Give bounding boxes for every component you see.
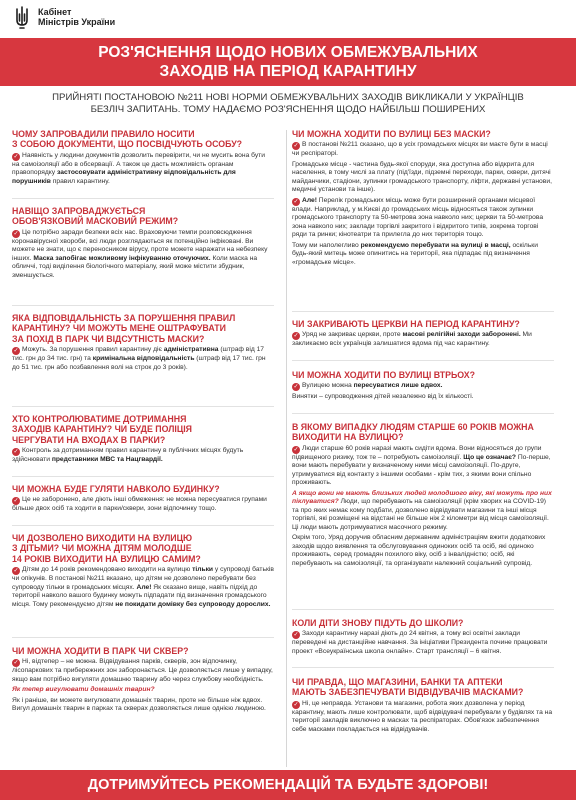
- faq-liability: [12, 313, 274, 374]
- answer-segment: (штраф від 17 тис. грн до 51 тис. грн або позбавлення волі на строк до 3 років).: [12, 355, 266, 371]
- answer-text: [292, 382, 554, 391]
- answer-text: [12, 658, 274, 684]
- section-rule: [12, 305, 274, 306]
- check-circle-icon: ✓: [293, 701, 299, 708]
- check-circle-icon: ✓: [293, 198, 299, 205]
- answer-text: [292, 490, 554, 533]
- question-line: ЗАХОДІВ КАРАНТИНУ? ЧИ БУДЕ ПОЛІЦІЯ: [12, 424, 193, 435]
- answer-emphasis: не покидати домівку без супроводу дорослих.: [115, 600, 271, 608]
- section-rule: [292, 311, 554, 312]
- answer-text: [12, 346, 274, 372]
- question-heading: [292, 319, 554, 329]
- section-rule: [12, 198, 274, 199]
- answer-text: [292, 445, 554, 488]
- faq-park: [12, 646, 274, 716]
- answer-segment: Вулицею можна: [302, 382, 352, 390]
- question-heading: [12, 313, 274, 344]
- question-heading: [292, 422, 554, 443]
- answer-segment: Заходи карантину наразі діють до 24 квітня, а тому всі освітні заклади переведені на дистанційне навчання. За ініціативи Президента почине працювати проект «Всеукраїнська школа онлайн». Старт трансляції – 6 квітня.: [292, 630, 548, 655]
- answer-text: [292, 141, 554, 159]
- org-name-line1: Кабінет: [38, 7, 72, 17]
- answer-segment: оскільки будь-який митець може опинитись на території, яка підпадає під визначення «громадське місце».: [292, 241, 538, 266]
- question-line: МАЮТЬ ЗАБЕЗПЕЧУВАТИ ВІДВІДУВАЧІВ МАСКАМИ?: [292, 687, 524, 698]
- section-rule: [12, 476, 274, 477]
- answer-segment: По-перше, вони мають перебувати у визначеному ними місці самоізоляції. По-друге, утримуватися від контакту з іншими особами - крім тих, з якими вони спільно проживають.: [292, 453, 551, 487]
- question-line: ЧОМУ ЗАПРОВАДИЛИ ПРАВИЛО НОСИТИ: [12, 129, 195, 139]
- answer-segment: Як сказано вище, навіть підхід до території навколо вашого будинку можуть підпадати під визначення громадського місця. Тому рекомендуємо дітям: [12, 583, 267, 608]
- question-line: ВИХОДИТИ НА ВУЛИЦЮ?: [292, 432, 404, 443]
- faq-walk-around-house: [12, 484, 274, 516]
- check-circle-icon: ✓: [293, 333, 299, 340]
- faq-over-60: [292, 422, 554, 570]
- check-circle-icon: ✓: [293, 384, 299, 391]
- question-line: ЧЕРГУВАТИ НА ВХОДАХ В ПАРКИ?: [12, 434, 166, 445]
- answer-emphasis: пересуватися лише вдвох.: [353, 382, 443, 390]
- answer-text: Громадське місце - частина будь-якої споруди, яка доступна або відкрита для населення, в тому числі за плату (під'їзди, підземні переходи, парки, сквери, дитячі майданчики, стадіони, зупинки громадського транспорту, ліфти, державні установи, медичні установи та інше).: [292, 160, 552, 194]
- answer-emphasis: рекомендуємо перебувати на вулиці в масці,: [360, 241, 511, 249]
- page-title-line1: РОЗ'ЯСНЕННЯ ЩОДО НОВИХ ОБМЕЖУВАЛЬНИХ: [98, 44, 478, 61]
- question-heading: [12, 206, 274, 227]
- answer-text: [292, 630, 554, 656]
- check-circle-icon: ✓: [13, 660, 19, 667]
- sub-question: А якщо вони не мають близьких людей молодшого віку, які можуть про них піклуватися?: [292, 489, 552, 506]
- question-line: 14 РОКІВ ВИХОДИТИ НА ВУЛИЦЮ САМИМ?: [12, 553, 201, 564]
- section-rule: [292, 360, 554, 361]
- question-line: З СОБОЮ ДОКУМЕНТИ, ЩО ПОСВІДЧУЮТЬ ОСОБУ?: [12, 139, 243, 150]
- answer-segment: Люди старше 60 років наразі мають сидіти вдома. Вони відносяться до групи підвищеного ризику, тож те – потребують самоізоляції.: [292, 444, 542, 461]
- answer-segment: Це не заборонено, але діють інші обмеження: не можна пересуватися групами більше двох осіб та ходити в парки/сквери, зони відпочинку тощо.: [12, 496, 267, 513]
- question-line: ЧИ ПРАВДА, ЩО МАГАЗИНИ, БАНКИ ТА АПТЕКИ: [292, 677, 503, 687]
- answer-emphasis: Але!: [302, 196, 317, 204]
- question-line: ОБОВ'ЯЗКОВИЙ МАСКОВИЙ РЕЖИМ?: [12, 216, 179, 227]
- question-line: ЗА ПОХІД В ПАРК ЧИ ВІДСУТНІСТЬ МАСКИ?: [12, 333, 205, 344]
- answer-segment: В постанові №211 сказано, що в усіх громадських місцях ви маєте бути в масці чи респіраторі.: [292, 141, 548, 158]
- answer-emphasis: Але!: [136, 583, 152, 591]
- org-name-line2: Міністрів України: [38, 17, 116, 27]
- question-line: КАРАНТИНУ? ЧИ МОЖУТЬ МЕНЕ ОШТРАФУВАТИ: [12, 323, 226, 334]
- question-line: ЯКА ВІДПОВІДАЛЬНІСТЬ ЗА ПОРУШЕННЯ ПРАВИЛ: [12, 313, 236, 323]
- header: [0, 0, 576, 38]
- answer-emphasis: Маска запобігає можливому інфікуванню оточуючих.: [33, 254, 211, 262]
- question-heading: [12, 414, 274, 445]
- check-circle-icon: ✓: [13, 153, 19, 160]
- question-heading: [12, 484, 274, 494]
- check-circle-icon: ✓: [13, 568, 19, 575]
- answer-emphasis: Що це означає?: [463, 453, 516, 461]
- faq-control: [12, 414, 274, 467]
- question-line: ЧИ МОЖНА ХОДИТИ ПО ВУЛИЦІ ВТРЬОХ?: [292, 370, 475, 380]
- check-circle-icon: ✓: [13, 230, 19, 237]
- question-line: ЧИ МОЖНА БУДЕ ГУЛЯТИ НАВКОЛО БУДИНКУ?: [12, 484, 220, 494]
- faq-school: [292, 618, 554, 658]
- org-name: [38, 7, 115, 27]
- answer-text: [12, 229, 274, 281]
- answer-text: [12, 566, 274, 609]
- section-rule: [12, 525, 274, 526]
- answer-segment: Люди, що перебувають на самоізоляції (крім хворих на COVID-19) та про яких немає кому подбати, дозволено відвідувати магазини та інші місця торгівлі, які розміщені на відстані не більше ніж 2 кілометри від місця самоізоляції. Ці люди мають дотримуватися масочного режиму.: [292, 498, 549, 531]
- answer-segment: Ні, відтепер – не можна. Відвідування парків, скверів, зон відпочинку, лісопаркових та прибережних зон заборонається. Це дозволяється лише у випадку, якщо вам потрібно вигуляти домашню тварину або через службову необхідність.: [12, 658, 273, 683]
- answer-emphasis: представники МВС та Нацгвардії.: [51, 456, 163, 464]
- check-circle-icon: ✓: [13, 348, 19, 355]
- answer-text: [12, 447, 274, 465]
- answer-segment: Перелік громадських місць може бути розширений органами місцевої влади. Наприклад, у м.Києві до громадських місць відносяться також зупинки громадського транспорту та 50-метрова зона навколо них; церкви та 50-метрова зона навколо них; заклади торгівлі закритого і відкритого типів, зокрема торгові ряди та ринки; кінотеатри та прилегла до них територія тощо.: [292, 196, 544, 239]
- question-heading: [292, 677, 554, 698]
- answer-emphasis: кримінальна відповідальність: [92, 355, 195, 363]
- answer-segment: Ні, це неправда. Установи та магазини, робота яких дозволена у період карантину, мають лише контролювати, щоб відвідувачі перебували у будівлях та на території закладів виключно в масках та респіраторах. Обов'язок забезпечення себе масками покладається на відвідувачів.: [292, 699, 553, 733]
- answer-text: [292, 700, 554, 735]
- answer-text: Винятки – супроводження дітей незалежно від їх кількості.: [292, 393, 474, 401]
- check-circle-icon: ✓: [293, 446, 299, 453]
- answer-segment: Контроль за дотриманням правил карантину в публічних місцях будуть здійснювати: [12, 447, 244, 464]
- answer-segment: Наявність у людини документів дозволить перевірити, чи не мусить вона бути на самоізоляції або в обсервації. А також це дасть можливість органам правопорядку: [12, 151, 265, 177]
- section-rule: [292, 667, 554, 668]
- question-line: В ЯКОМУ ВИПАДКУ ЛЮДЯМ СТАРШЕ 60 РОКІВ МОЖНА: [292, 422, 534, 432]
- answer-segment: Ми закликаємо всіх українців залишатися вдома під час карантину.: [292, 331, 532, 348]
- question-line: ХТО КОНТРОЛЮВАТИМЕ ДОТРИМАННЯ: [12, 414, 187, 424]
- question-line: З ДІТЬМИ? ЧИ МОЖНА ДІТЯМ МОЛОДШЕ: [12, 543, 192, 554]
- faq-shops-masks: [292, 677, 554, 736]
- answer-segment: Дітям до 14 років рекомендовано виходити на вулицю: [22, 566, 191, 574]
- answer-emphasis: адміністративна: [163, 346, 219, 354]
- question-line: КОЛИ ДІТИ ЗНОВУ ПІДУТЬ ДО ШКОЛИ?: [292, 618, 464, 628]
- answer-emphasis: застосовувати адміністративну відповідальність для порушників: [12, 169, 236, 185]
- question-line: ЧИ МОЖНА ХОДИТИ ПО ВУЛИЦІ БЕЗ МАСКИ?: [292, 129, 491, 139]
- answer-segment: Це потрібно заради безпеки всіх нас. Враховуючи темпи розповсюдження коронавірусної хвороби, всі люди розглядаються як потенційно інфіковані. Ви можете не знати, що є переносником вірусу, проте можете наражати на небезпеку інших.: [12, 228, 268, 262]
- question-heading: [12, 129, 274, 150]
- check-circle-icon: ✓: [13, 498, 19, 505]
- intro-text: [30, 92, 546, 115]
- footer-banner: [0, 770, 576, 800]
- faq-churches: [292, 319, 554, 351]
- page-title: [0, 43, 576, 81]
- title-banner: [0, 38, 576, 86]
- answer-segment: (штраф від 17 тис. грн до 34 тис. грн) та: [12, 346, 265, 363]
- trident-emblem-icon: [14, 6, 30, 30]
- question-heading: [292, 129, 554, 139]
- footer-slogan: ДОТРИМУЙТЕСЬ РЕКОМЕНДАЦІЙ ТА БУДЬТЕ ЗДОРОВІ!: [87, 777, 489, 793]
- check-circle-icon: ✓: [13, 449, 19, 456]
- question-heading: [292, 618, 554, 628]
- section-rule: [12, 406, 274, 407]
- question-line: ЧИ МОЖНА ХОДИТИ В ПАРК ЧИ СКВЕР?: [12, 646, 189, 656]
- section-rule: [292, 413, 554, 414]
- faq-documents: [12, 129, 274, 188]
- question-heading: [12, 533, 274, 564]
- answer-text: Окрім того, Уряд доручив обласним державним адміністраціям вжити додаткових заходів щодо виявлення та обслуговування одиноких осіб та осіб, які одиноко проживають, серед громадян похилого віку, осіб з інвалідністю; осіб, які перебувають на самоізоляції, та організувати належний соціальний супровід.: [292, 534, 546, 567]
- answer-text: [12, 152, 274, 187]
- faq-street-without-mask: [292, 129, 554, 269]
- answer-emphasis: масові релігійні заходи заборонені.: [402, 331, 521, 339]
- intro-line2: БЕЗЛІЧ ЗАПИТАНЬ. ТОМУ НАДАЄМО РОЗ'ЯСНЕННЯ ЩОДО НАЙБІЛЬШ ПОШИРЕНИХ: [90, 103, 486, 115]
- faq-mask-mode: [12, 206, 274, 282]
- answer-text: [12, 496, 274, 514]
- question-line: ЧИ ДОЗВОЛЕНО ВИХОДИТИ НА ВУЛИЦЮ: [12, 533, 193, 543]
- answer-segment: Тому ми наполегливо: [292, 241, 359, 249]
- question-line: ЧИ ЗАКРИВАЮТЬ ЦЕРКВИ НА ПЕРІОД КАРАНТИНУ?: [292, 319, 520, 329]
- answer-emphasis: тільки: [192, 566, 214, 574]
- answer-segment: Коли маска на обличчі, тоді виділення біологічного матеріалу, який може містити збудник, зменшується.: [12, 254, 258, 279]
- answer-segment: Можуть. За порушення правил карантину діє: [22, 346, 162, 354]
- question-line: НАВІЩО ЗАПРОВАДЖУЄТЬСЯ: [12, 206, 146, 216]
- intro-line1: ПРИЙНЯТІ ПОСТАНОВОЮ №211 НОВІ НОРМИ ОБМЕЖУВАЛЬНИХ ЗАХОДІВ ВИКЛИКАЛИ У УКРАЇНЦІВ: [52, 92, 524, 103]
- column-divider: [286, 130, 287, 767]
- answer-text: Як і раніше, ви можете вигулювати домашніх тварин, проте не більше ніж вдвох. Вигул домашніх тварин в парках та скверах дозволяється лише однією людиною.: [12, 696, 266, 713]
- faq-three-people: [292, 370, 554, 404]
- section-rule: [12, 637, 274, 638]
- answer-text: [292, 197, 554, 240]
- answer-segment: Уряд не закриває церкви, проте: [302, 331, 401, 339]
- question-heading: [292, 370, 554, 380]
- faq-children: [12, 533, 274, 611]
- section-rule: [292, 609, 554, 610]
- answer-text: [292, 331, 554, 349]
- check-circle-icon: ✓: [293, 632, 299, 639]
- question-heading: [12, 646, 274, 656]
- page-title-line2: ЗАХОДІВ НА ПЕРІОД КАРАНТИНУ: [159, 63, 417, 80]
- answer-text: [292, 242, 554, 268]
- check-circle-icon: ✓: [293, 143, 299, 150]
- sub-question: Як тепер вигулювати домашніх тварин?: [12, 686, 155, 694]
- answer-segment: правил карантину.: [52, 177, 110, 185]
- answer-segment: у супроводі батьків чи опікунів. В постанові №211 вказано, що дітям не дозволено перебувати без супроводу тільки в громадських місцях.: [12, 566, 274, 591]
